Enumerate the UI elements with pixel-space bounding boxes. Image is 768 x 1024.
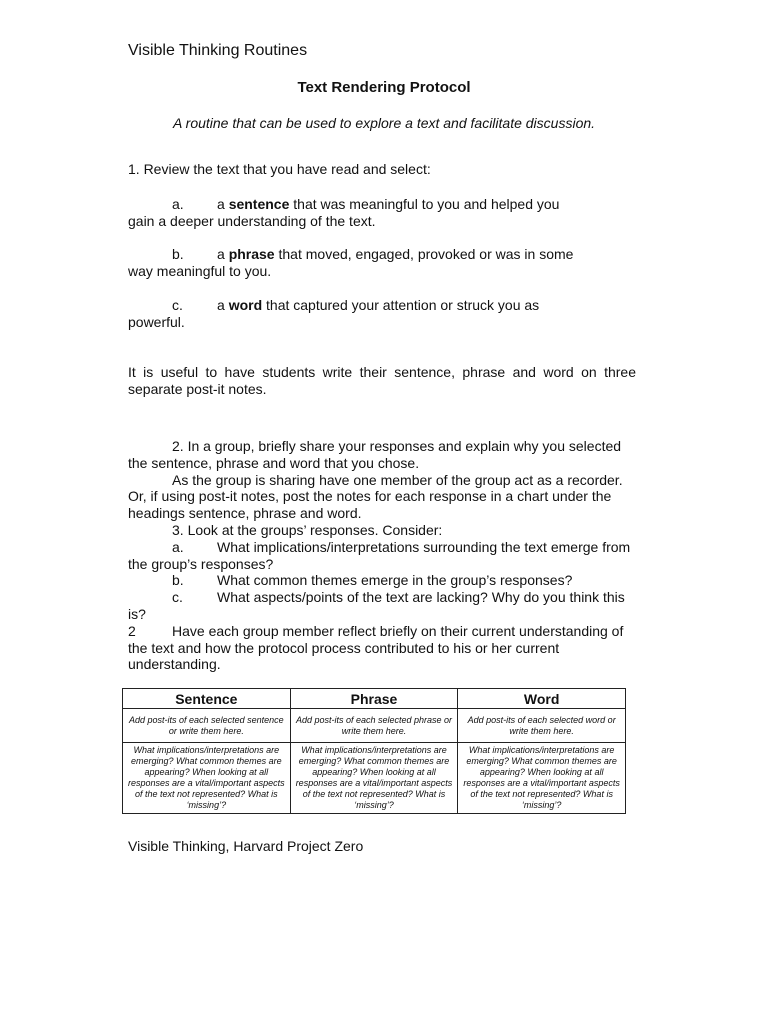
response-chart-table: [122, 688, 626, 814]
step3-b-marker: b.: [172, 572, 184, 588]
table-cell-word-questions: What implications/interpretations are emerging? What common themes are appearing? When looking at all responses are a vital/important aspects of the text not represented? What is ‘missing’?: [458, 743, 626, 814]
step3-c-marker: c.: [172, 589, 183, 605]
step2-line-2: the sentence, phrase and word that you chose.: [128, 455, 420, 471]
note-line-2: separate post-it notes.: [128, 381, 267, 397]
step1-item-b: [172, 246, 573, 263]
step3-item-a: [172, 539, 630, 556]
step1-b-pre: a: [217, 246, 225, 262]
step1-c-pre: a: [217, 297, 225, 313]
step2-line-4: Or, if using post-it notes, post the notes for each response in a chart under the: [128, 488, 612, 504]
table-header-row: [123, 689, 626, 709]
note-line-1: It is useful to have students write their sentence, phrase and word on three: [128, 364, 636, 380]
step3-a-continued: the group’s responses?: [128, 556, 274, 572]
step3-b-text: What common themes emerge in the group’s responses?: [217, 572, 573, 588]
step3-c-continued: is?: [128, 606, 146, 622]
document-footer: Visible Thinking, Harvard Project Zero: [128, 838, 364, 854]
table-row: [123, 709, 626, 743]
step1-a-keyword: sentence: [228, 196, 290, 212]
step2-line-1: 2. In a group, briefly share your responses and explain why you selected: [172, 438, 622, 454]
table-cell-phrase-postits: Add post-its of each selected phrase or write them here.: [290, 709, 458, 743]
step1-item-a: [172, 196, 559, 213]
step1-b-keyword: phrase: [228, 246, 275, 262]
step4-line-1: Have each group member reflect briefly on their current understanding of: [172, 623, 624, 639]
step4-line-2: the text and how the protocol process contributed to his or her current: [128, 640, 560, 656]
step3-a-text: What implications/interpretations surrounding the text emerge from: [217, 539, 631, 555]
step1-c-continued: powerful.: [128, 314, 185, 330]
table-cell-phrase-questions: What implications/interpretations are emerging? What common themes are appearing? When looking at all responses are a vital/important aspects of the text not represented? What is ‘missing’?: [290, 743, 458, 814]
table-row: [123, 743, 626, 814]
step1-intro: 1. Review the text that you have read and select:: [128, 161, 431, 177]
step1-a-marker: a.: [172, 196, 184, 212]
column-header-word: Word: [458, 689, 626, 709]
step4-marker: 2: [128, 623, 136, 639]
step1-c-keyword: word: [228, 297, 263, 313]
step2-line-3: As the group is sharing have one member of the group act as a recorder.: [172, 472, 623, 488]
document-header: Visible Thinking Routines: [128, 42, 308, 59]
step3-intro: 3. Look at the groups’ responses. Consider:: [172, 522, 443, 538]
step3-item-c: [172, 589, 625, 606]
step1-b-marker: b.: [172, 246, 184, 262]
step3-c-text: What aspects/points of the text are lacking? Why do you think this: [217, 589, 625, 605]
step1-a-continued: gain a deeper understanding of the text.: [128, 213, 376, 229]
step2-line-5: headings sentence, phrase and word.: [128, 505, 362, 521]
step1-c-text: that captured your attention or struck you as: [266, 297, 540, 313]
table-cell-sentence-postits: Add post-its of each selected sentence or write them here.: [123, 709, 291, 743]
step1-item-c: [172, 297, 539, 314]
step1-c-marker: c.: [172, 297, 183, 313]
step3-item-b: [172, 572, 572, 589]
column-header-phrase: Phrase: [290, 689, 458, 709]
step4-line-3: understanding.: [128, 656, 221, 672]
step1-a-text: that was meaningful to you and helped you: [293, 196, 560, 212]
document-title: Text Rendering Protocol: [297, 79, 471, 96]
step1-b-text: that moved, engaged, provoked or was in some: [278, 246, 574, 262]
step3-a-marker: a.: [172, 539, 184, 555]
table-cell-word-postits: Add post-its of each selected word or write them here.: [458, 709, 626, 743]
step1-a-pre: a: [217, 196, 225, 212]
column-header-sentence: Sentence: [123, 689, 291, 709]
table-cell-sentence-questions: What implications/interpretations are emerging? What common themes are appearing? When looking at all responses are a vital/important aspects of the text not represented? What is ‘missing’?: [123, 743, 291, 814]
document-subtitle: A routine that can be used to explore a text and facilitate discussion.: [172, 115, 596, 131]
step1-b-continued: way meaningful to you.: [128, 263, 272, 279]
